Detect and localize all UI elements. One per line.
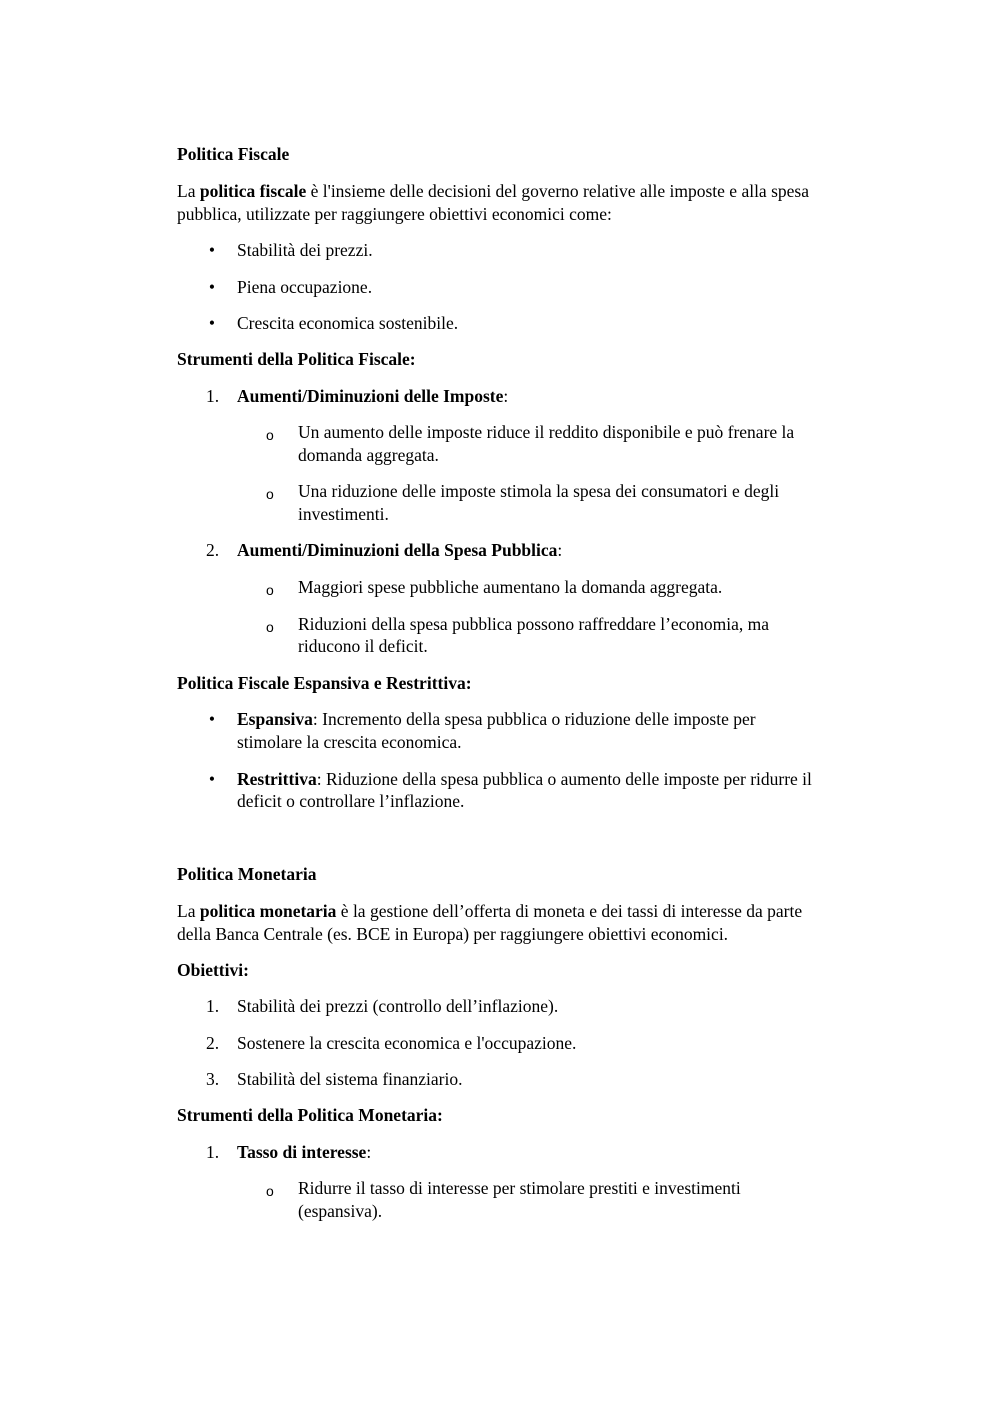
tool-spending-point1: Maggiori spese pubbliche aumentano la domanda aggregata. xyxy=(298,577,723,597)
fiscal-goal-item: Piena occupazione. xyxy=(237,277,373,297)
objectives-heading: Obiettivi: xyxy=(177,960,249,980)
bullet-marker: • xyxy=(208,277,216,297)
restrictive-line2: deficit o controllare l’inflazione. xyxy=(237,791,465,811)
tool-taxes-point2-line1: Una riduzione delle imposte stimola la spesa dei consumatori e degli xyxy=(298,481,780,501)
fiscal-term: politica fiscale xyxy=(199,181,307,201)
tool-taxes: Aumenti/Diminuzioni delle Imposte: xyxy=(237,386,509,406)
sub-bullet-marker: o xyxy=(266,486,274,502)
list-number: 1. xyxy=(206,996,220,1016)
list-number: 2. xyxy=(206,1033,220,1053)
fiscal-tools-heading: Strumenti della Politica Fiscale: xyxy=(177,349,416,369)
bullet-marker: • xyxy=(208,709,216,729)
monetary-definition-line2: della Banca Centrale (es. BCE in Europa) per raggiungere obiettivi economici. xyxy=(177,924,729,944)
list-number: 1. xyxy=(206,1142,220,1162)
sub-bullet-marker: o xyxy=(266,427,274,443)
section-title-monetary: Politica Monetaria xyxy=(177,864,317,884)
tool-spending: Aumenti/Diminuzioni della Spesa Pubblica: xyxy=(237,540,563,560)
bullet-marker: • xyxy=(208,769,216,789)
section-title-fiscal: Politica Fiscale xyxy=(177,144,290,164)
objective-item: Sostenere la crescita economica e l'occupazione. xyxy=(237,1033,577,1053)
list-number: 3. xyxy=(206,1069,220,1089)
sub-bullet-marker: o xyxy=(266,582,274,598)
fiscal-definition-line2: pubblica, utilizzate per raggiungere obiettivi economici come: xyxy=(177,204,612,224)
bullet-marker: • xyxy=(208,240,216,260)
fiscal-definition-line1: La politica fiscale è l'insieme delle decisioni del governo relative alle imposte e alla spesa xyxy=(177,181,809,201)
list-number: 2. xyxy=(206,540,220,560)
monetary-tools-heading: Strumenti della Politica Monetaria: xyxy=(177,1105,443,1125)
tool-taxes-point1-line1: Un aumento delle imposte riduce il reddito disponibile e può frenare la xyxy=(298,422,795,442)
expansive-line1: Espansiva: Incremento della spesa pubblica o riduzione delle imposte per xyxy=(237,709,756,729)
objective-item: Stabilità del sistema finanziario. xyxy=(237,1069,463,1089)
sub-bullet-marker: o xyxy=(266,1183,274,1199)
tool-interest-point1-line2: (espansiva). xyxy=(298,1201,383,1221)
fiscal-goal-item: Crescita economica sostenibile. xyxy=(237,313,459,333)
fiscal-goal-item: Stabilità dei prezzi. xyxy=(237,240,373,260)
tool-spending-point2-line2: riducono il deficit. xyxy=(298,636,428,656)
monetary-term: politica monetaria xyxy=(199,901,337,921)
objective-item: Stabilità dei prezzi (controllo dell’inflazione). xyxy=(237,996,559,1016)
restrictive-line1: Restrittiva: Riduzione della spesa pubblica o aumento delle imposte per ridurre il xyxy=(237,769,812,789)
bullet-marker: • xyxy=(208,313,216,333)
tool-taxes-point2-line2: investimenti. xyxy=(298,504,389,524)
tool-spending-point2-line1: Riduzioni della spesa pubblica possono raffreddare l’economia, ma xyxy=(298,614,770,634)
tool-interest-rate: Tasso di interesse: xyxy=(237,1142,372,1162)
tool-taxes-point1-line2: domanda aggregata. xyxy=(298,445,439,465)
sub-bullet-marker: o xyxy=(266,619,274,635)
tool-interest-point1-line1: Ridurre il tasso di interesse per stimolare prestiti e investimenti xyxy=(298,1178,741,1198)
expansive-line2: stimolare la crescita economica. xyxy=(237,732,462,752)
list-number: 1. xyxy=(206,386,220,406)
fiscal-types-heading: Politica Fiscale Espansiva e Restrittiva: xyxy=(177,673,472,693)
monetary-definition-line1: La politica monetaria è la gestione dell’offerta di moneta e dei tassi di interesse da parte xyxy=(177,901,803,921)
